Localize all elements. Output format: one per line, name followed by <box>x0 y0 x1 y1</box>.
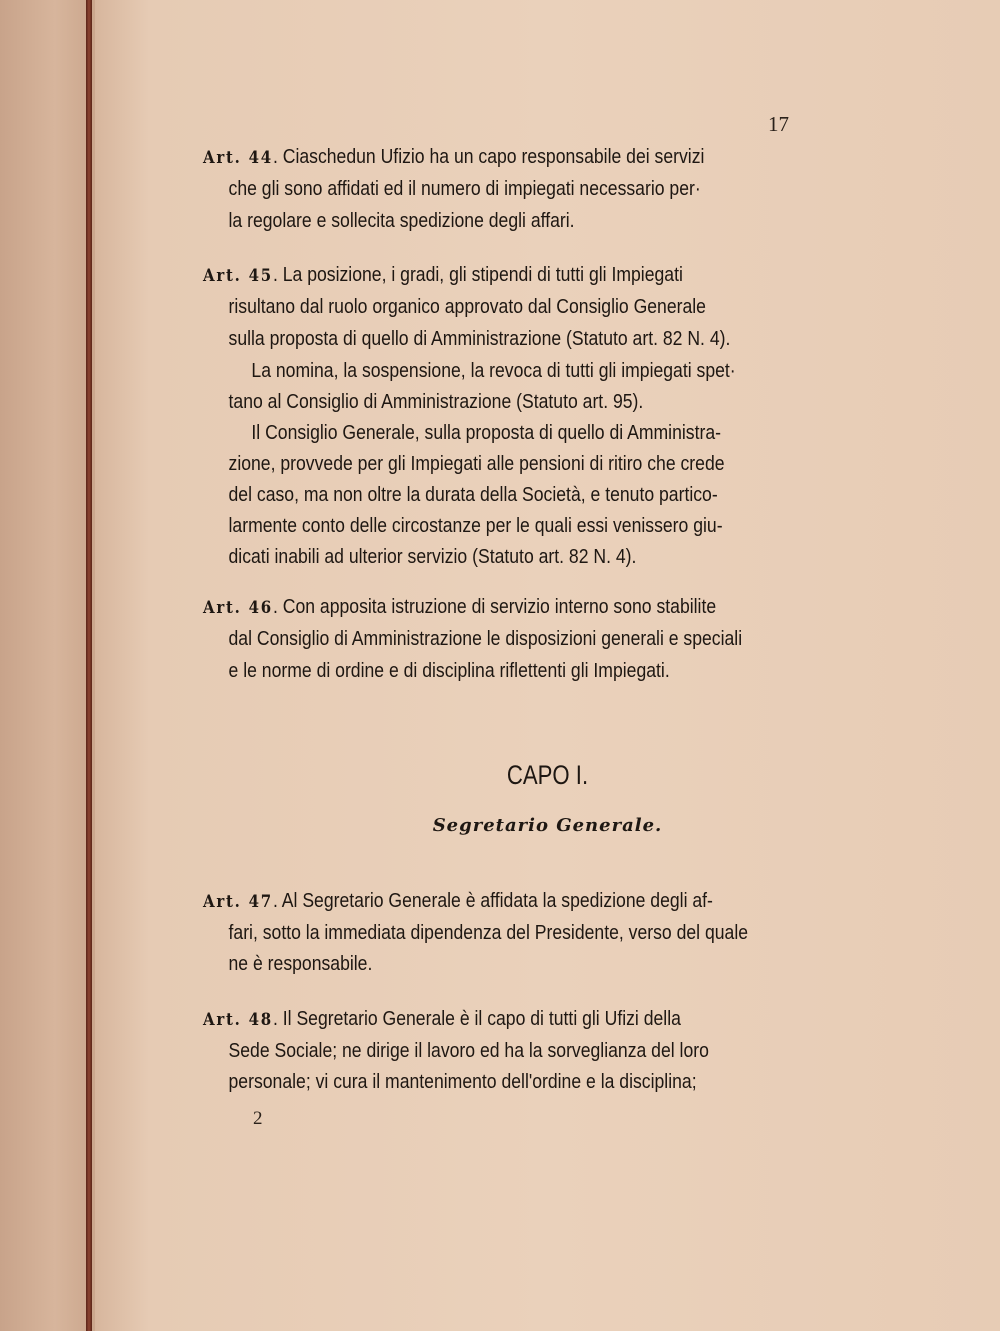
article-line: del caso, ma non oltre la durata della Società, e tenuto partico- <box>228 484 718 506</box>
article-line: La nomina, la sospensione, la revoca di tutti gli impiegati spet· <box>251 360 736 382</box>
article-line: dal Consiglio di Amministrazione le disposizioni generali e speciali <box>228 628 743 650</box>
article-line: ne è responsabile. <box>228 953 373 975</box>
article-line: zione, provvede per gli Impiegati alle pensioni di ritiro che crede <box>228 453 725 475</box>
article-line: La posizione, i gradi, gli stipendi di tutti gli Impiegati <box>282 264 683 286</box>
article-line: fari, sotto la immediata dipendenza del Presidente, verso del quale <box>228 922 749 944</box>
article-line: tano al Consiglio di Amministrazione (Statuto art. 95). <box>228 391 644 413</box>
article-line: Il Segretario Generale è il capo di tutti gli Ufizi della <box>282 1008 681 1030</box>
article-line: sulla proposta di quello di Amministrazione (Statuto art. 82 N. 4). <box>228 328 731 350</box>
book-gutter <box>0 0 100 1331</box>
article-line: Il Consiglio Generale, sulla proposta di quello di Amministra- <box>251 422 721 444</box>
article-line: Ciaschedun Ufizio ha un capo responsabile dei servizi <box>282 146 705 168</box>
article-label: Art. 44 <box>203 148 273 168</box>
article-line: e le norme di ordine e di disciplina riflettenti gli Impiegati. <box>228 660 670 682</box>
document-page: 17 Art. 44. Ciaschedun Ufizio ha un capo responsabile dei servizi che gli sono affidati ed il numero di impiegati necessario per· la regolare e sollecita spedizione degli affari. Art. 45. La posizione, i gradi, gli stipendi di tutti gli Impiegati risultano dal ruolo organico approvato dal Consiglio Generale sulla proposta di quello di Amministrazione (Statuto art. 82 N. 4). La nomina, la sospensione, la revoca di tutti gli impiegati spet· tano al Consiglio di Amministrazione (Statuto art. 95). Il Consiglio Generale, sulla proposta di quello di Amministra- zione, provvede per gli Impiegati alle pensioni di ritiro che crede del caso, ma non oltre la durata della Società, e tenuto partico- larmente conto delle circostanze per le quali essi venissero giu- dicati inabili ad ulterior servizio (Statuto art. 82 N. 4). Art. 46. Con apposita istruzione di servizio interno sono stabilite dal Consiglio di Amministrazione le disposizioni generali e speciali e le norme di ordine e di disciplina riflettenti gli Impiegati. CAPO I. Segretario Generale. Art. 47. Al Segretario Generale è affidata la spedizione degli af- fari, sotto la immediata dipendenza del Presidente, verso del quale ne è responsabile. Art. 48. Il Segretario Generale è il capo di tutti gli Ufizi della Sede Sociale; ne dirige il lavoro ed ha la sorveglianza del loro personale; vi cura il mantenimento dell'ordine e la disciplina; 2 <box>95 0 1000 1331</box>
article-label: Art. 45 <box>203 266 273 286</box>
article-line: dicati inabili ad ulterior servizio (Statuto art. 82 N. 4). <box>228 546 637 568</box>
article-line: Sede Sociale; ne dirige il lavoro ed ha la sorveglianza del loro <box>228 1040 709 1062</box>
article-line: che gli sono affidati ed il numero di impiegati necessario per· <box>228 178 701 200</box>
page-number: 17 <box>768 112 789 136</box>
article-label: Art. 46 <box>203 598 273 618</box>
signature-mark: 2 <box>253 1108 263 1129</box>
binding-thread <box>86 0 92 1331</box>
chapter-title: CAPO I. <box>506 760 589 790</box>
article-line: larmente conto delle circostanze per le quali essi venissero giu- <box>228 515 723 537</box>
article-label: Art. 47 <box>203 892 273 912</box>
article-label: Art. 48 <box>203 1010 273 1030</box>
article-line: Con apposita istruzione di servizio interno sono stabilite <box>282 596 717 618</box>
article-line: Al Segretario Generale è affidata la spedizione degli af- <box>281 890 713 912</box>
article-line: la regolare e sollecita spedizione degli affari. <box>228 210 575 232</box>
chapter-subtitle: Segretario Generale. <box>432 815 663 836</box>
article-line: personale; vi cura il mantenimento dell'ordine e la disciplina; <box>228 1071 697 1093</box>
article-line: risultano dal ruolo organico approvato dal Consiglio Generale <box>228 296 706 318</box>
